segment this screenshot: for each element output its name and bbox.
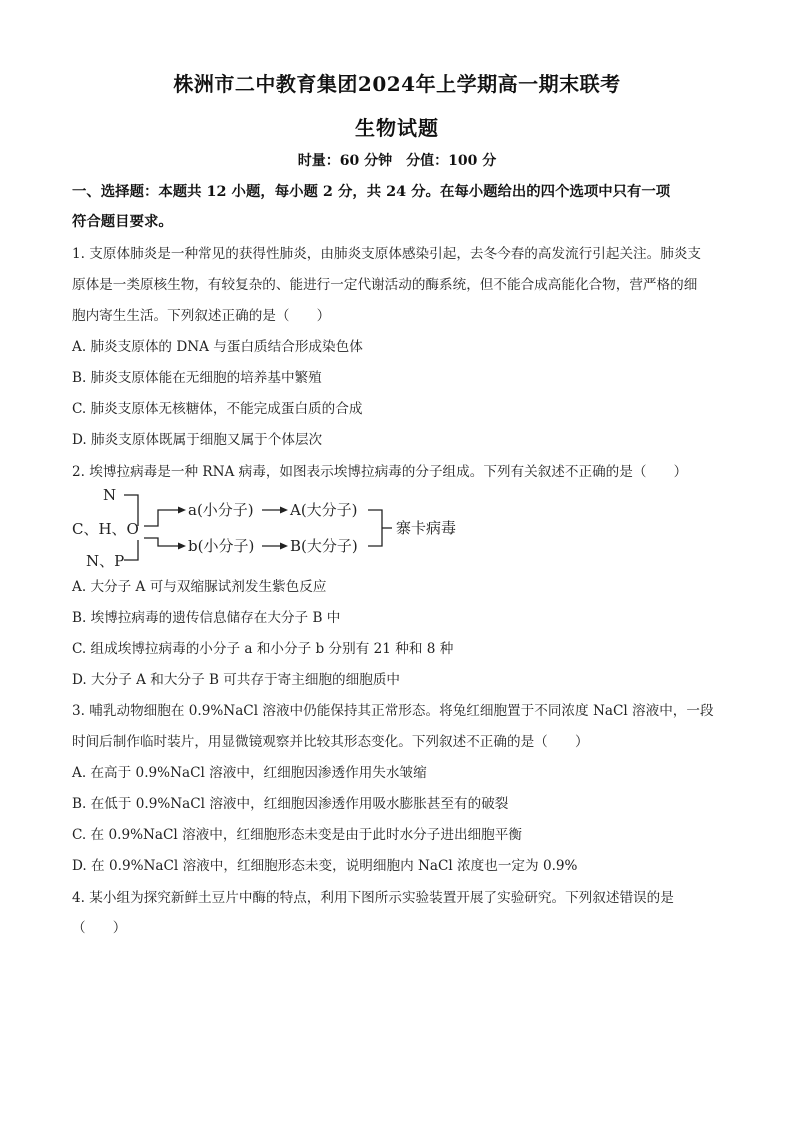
exam-time-score: 时量：60 分钟 分值：100 分 bbox=[297, 153, 497, 169]
q2-option-a: A. 大分子 A 可与双缩脲试剂发生紫色反应 bbox=[72, 579, 327, 595]
q3-option-c: C. 在 0.9%NaCl 溶液中，红细胞形态未变是由于此时水分子进出细胞平衡 bbox=[72, 827, 522, 843]
q1-stem-line3: 胞内寄生生活。下列叙述正确的是（ ） bbox=[72, 308, 331, 324]
q2-stem: 2. 埃博拉病毒是一种 RNA 病毒，如图表示埃博拉病毒的分子组成。下列有关叙述不正确的是（ ） bbox=[72, 464, 688, 480]
q1-option-b: B. 肺炎支原体能在无细胞的培养基中繁殖 bbox=[72, 370, 322, 386]
q3-option-d: D. 在 0.9%NaCl 溶液中，红细胞形态未变，说明细胞内 NaCl 浓度也一定为 0.9% bbox=[72, 858, 578, 874]
q4-stem-line1: 4. 某小组为探究新鲜土豆片中酶的特点，利用下图所示实验装置开展了实验研究。下列叙述错误的是 bbox=[72, 890, 674, 906]
q1-stem-line1: 1. 支原体肺炎是一种常见的获得性肺炎，由肺炎支原体感染引起，去冬今春的高发流行引起关注。肺炎支 bbox=[72, 246, 702, 262]
q1-option-d: D. 肺炎支原体既属于细胞又属于个体层次 bbox=[72, 432, 323, 448]
q3-stem-line1: 3. 哺乳动物细胞在 0.9%NaCl 溶液中仍能保持其正常形态。将兔红细胞置于不同浓度 NaCl 溶液中，一段 bbox=[72, 703, 714, 719]
q1-option-a: A. 肺炎支原体的 DNA 与蛋白质结合形成染色体 bbox=[72, 339, 363, 355]
section-heading: 一、选择题：本题共 12 小题，每小题 2 分，共 24 分。在每小题给出的四个选项中只有一项 bbox=[72, 183, 671, 200]
diagram-label-cho: C、H、O bbox=[72, 520, 139, 538]
q1-option-c: C. 肺炎支原体无核糖体，不能完成蛋白质的合成 bbox=[72, 401, 363, 417]
molecule-composition-diagram bbox=[72, 482, 492, 572]
q1-stem-line2: 原体是一类原核生物，有较复杂的、能进行一定代谢活动的酶系统，但不能合成高能化合物，营严格的细 bbox=[72, 277, 698, 293]
diagram-label-n: N bbox=[103, 486, 117, 504]
diagram-large-molecule-b: B(大分子) bbox=[290, 537, 358, 555]
q2-option-b: B. 埃博拉病毒的遗传信息储存在大分子 B 中 bbox=[72, 610, 341, 626]
section-heading-cont: 符合题目要求。 bbox=[72, 213, 173, 230]
diagram-small-molecule-b: b(小分子) bbox=[188, 537, 255, 555]
diagram-label-np: N、P bbox=[86, 552, 125, 570]
diagram-large-molecule-a: A(大分子) bbox=[290, 501, 358, 519]
exam-subject: 生物试题 bbox=[355, 116, 439, 140]
q3-option-a: A. 在高于 0.9%NaCl 溶液中，红细胞因渗透作用失水皱缩 bbox=[72, 765, 427, 781]
diagram-virus-label: 寨卡病毒 bbox=[396, 519, 457, 537]
q3-stem-line2: 时间后制作临时装片，用显微镜观察并比较其形态变化。下列叙述不正确的是（ ） bbox=[72, 734, 589, 750]
q4-stem-line2: （ ） bbox=[72, 920, 127, 936]
q3-option-b: B. 在低于 0.9%NaCl 溶液中，红细胞因渗透作用吸水膨胀甚至有的破裂 bbox=[72, 796, 509, 812]
q2-option-c: C. 组成埃博拉病毒的小分子 a 和小分子 b 分别有 21 种和 8 种 bbox=[72, 641, 454, 657]
q2-option-d: D. 大分子 A 和大分子 B 可共存于寄主细胞的细胞质中 bbox=[72, 672, 401, 688]
exam-title: 株洲市二中教育集团2024年上学期高一期末联考 bbox=[173, 72, 621, 96]
diagram-small-molecule-a: a(小分子) bbox=[188, 501, 254, 519]
